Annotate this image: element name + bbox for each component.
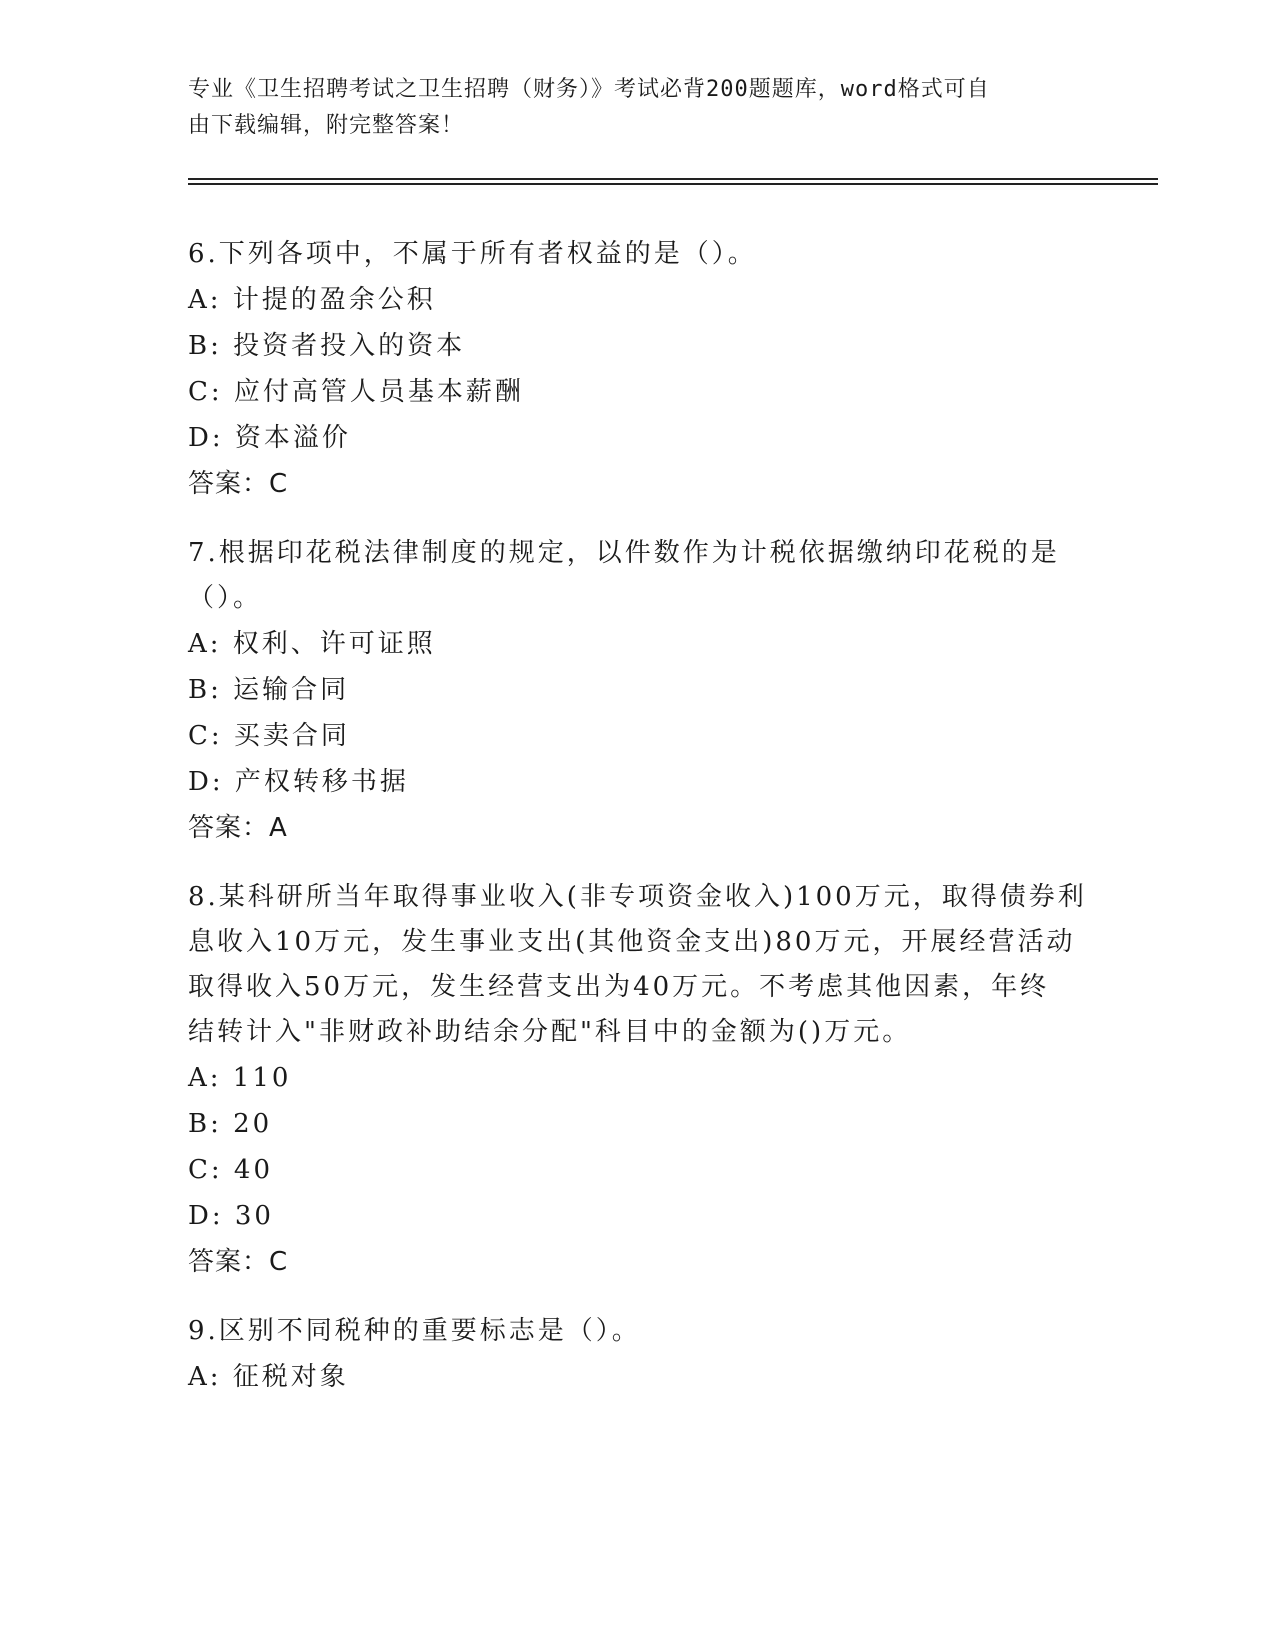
header-line-1: 专业《卫生招聘考试之卫生招聘（财务）》考试必背200题题库，word格式可自 (188, 77, 990, 102)
option-a: A: 权利、许可证照 (188, 629, 436, 659)
answer: 答案：C (188, 1247, 289, 1277)
option-d: D: 30 (188, 1201, 274, 1231)
question-8 (188, 875, 1088, 1285)
option-a: A: 征税对象 (188, 1362, 349, 1392)
question-7 (188, 531, 1088, 851)
option-c: C: 40 (188, 1155, 274, 1185)
answer: 答案：C (188, 469, 289, 499)
header-rule-bottom (188, 183, 1158, 185)
question-stem: 8.某科研所当年取得事业收入(非专项资金收入)100万元，取得债券利 (188, 882, 1087, 912)
question-stem: 6.下列各项中，不属于所有者权益的是（）。 (188, 239, 757, 269)
question-9 (188, 1309, 1088, 1400)
option-a: A: 110 (188, 1063, 292, 1093)
question-stem: 结转计入"非财政补助结余分配"科目中的金额为()万元。 (188, 1017, 912, 1047)
option-a: A: 计提的盈余公积 (188, 285, 436, 315)
question-stem: 取得收入50万元，发生经营支出为40万元。不考虑其他因素，年终 (188, 972, 1050, 1002)
document-header (188, 72, 1078, 144)
answer: 答案：A (188, 813, 288, 843)
option-d: D: 资本溢价 (188, 423, 351, 453)
header-line-2: 由下载编辑，附完整答案！ (188, 113, 465, 138)
option-c: C: 买卖合同 (188, 721, 350, 751)
question-list (188, 232, 1088, 1424)
question-stem: 息收入10万元，发生事业支出(其他资金支出)80万元，开展经营活动 (188, 927, 1076, 957)
header-rule-top (188, 178, 1158, 180)
option-d: D: 产权转移书据 (188, 767, 409, 797)
question-stem: 7.根据印花税法律制度的规定，以件数作为计税依据缴纳印花税的是 (188, 538, 1060, 568)
question-6 (188, 232, 1088, 507)
option-b: B: 投资者投入的资本 (188, 331, 466, 361)
question-stem: 9.区别不同税种的重要标志是（）。 (188, 1316, 641, 1346)
question-stem: （）。 (188, 583, 263, 613)
option-b: B: 20 (188, 1109, 273, 1139)
option-c: C: 应付高管人员基本薪酬 (188, 377, 524, 407)
option-b: B: 运输合同 (188, 675, 350, 705)
